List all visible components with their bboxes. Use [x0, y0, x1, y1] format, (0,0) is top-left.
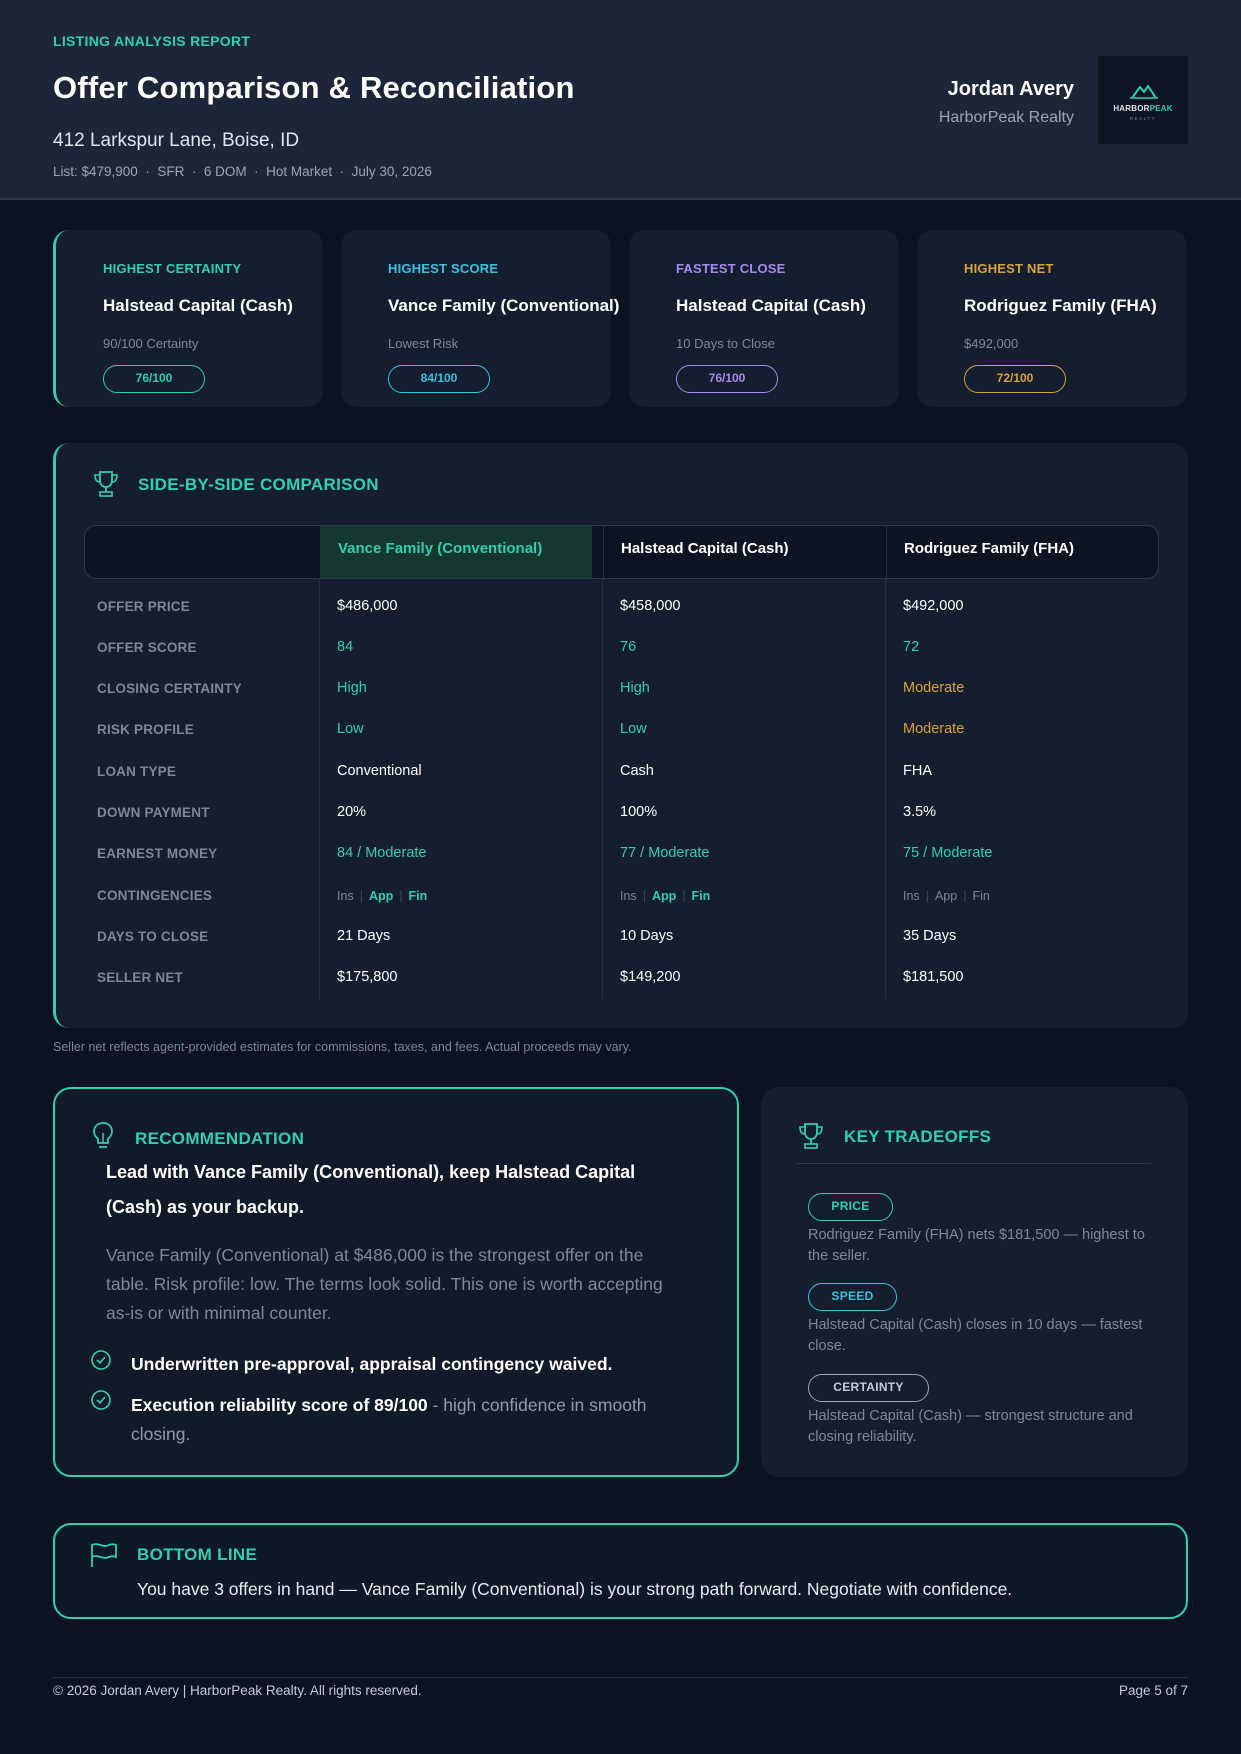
recommendation-title: RECOMMENDATION — [135, 1129, 305, 1148]
tradeoff-text: Rodriguez Family (FHA) nets $181,500 — highest to the seller. — [808, 1227, 1145, 1264]
table-cell: 84 — [337, 639, 354, 655]
card-subtext: Lowest Risk — [388, 336, 459, 351]
row-label-loan-type: LOAN TYPE — [97, 764, 177, 779]
card-subtext: 90/100 Certainty — [103, 336, 199, 351]
tradeoff-tag-speed: SPEED — [808, 1283, 897, 1311]
column-divider — [885, 579, 886, 999]
card-offer-name: Vance Family (Conventional) — [388, 296, 620, 315]
table-cell: Low — [337, 721, 364, 737]
tradeoff-text: Halstead Capital (Cash) — strongest structure and closing reliability. — [808, 1408, 1133, 1445]
column-divider — [886, 526, 887, 579]
tag-ins: Ins — [903, 889, 920, 903]
table-cell: FHA — [903, 763, 932, 779]
column-header-vance: Vance Family (Conventional) — [320, 526, 592, 579]
recommendation-bullet: Underwritten pre-approval, appraisal contingency waived. — [131, 1354, 613, 1374]
card-offer-name: Halstead Capital (Cash) — [103, 296, 293, 315]
score-badge: 76/100 — [103, 365, 205, 393]
table-cell: Conventional — [337, 763, 422, 779]
bottom-line-title: BOTTOM LINE — [137, 1545, 258, 1564]
mountain-icon — [1098, 56, 1188, 144]
tradeoffs-title: KEY TRADEOFFS — [844, 1127, 992, 1146]
card-label: HIGHEST SCORE — [388, 261, 499, 276]
trophy-icon — [92, 469, 120, 499]
score-badge: 76/100 — [676, 365, 778, 393]
row-label-contingencies: CONTINGENCIES — [97, 888, 213, 903]
summary-card-fastest — [629, 230, 899, 407]
recommendation-lead: Lead with Vance Family (Conventional), keep Halstead Capital (Cash) as your backup. — [106, 1162, 636, 1217]
contingency-tags: Ins | App | Fin — [903, 889, 990, 903]
tradeoff-tag-certainty: CERTAINTY — [808, 1374, 929, 1402]
table-cell: High — [620, 680, 650, 696]
card-subtext: 10 Days to Close — [676, 336, 775, 351]
report-eyebrow: LISTING ANALYSIS REPORT — [53, 33, 251, 49]
table-cell: High — [337, 680, 367, 696]
recommendation-panel — [53, 1087, 739, 1477]
agent-company: HarborPeak Realty — [938, 109, 1074, 126]
contingency-tags: Ins | App | Fin — [620, 889, 711, 903]
agent-name: Jordan Avery — [947, 78, 1074, 100]
row-label-offer-price: OFFER PRICE — [97, 599, 190, 614]
table-cell: Moderate — [903, 680, 965, 696]
key-tradeoffs-panel — [761, 1087, 1188, 1477]
table-cell: 75 / Moderate — [903, 845, 993, 861]
brokerage-logo — [1098, 56, 1188, 144]
contingency-tags: Ins | App | Fin — [337, 889, 428, 903]
table-cell: Moderate — [903, 721, 965, 737]
page-title: Offer Comparison & Reconciliation — [53, 70, 575, 105]
column-header-halstead: Halstead Capital (Cash) — [621, 540, 789, 557]
card-label: FASTEST CLOSE — [676, 261, 786, 276]
page-number: Page 5 of 7 — [1118, 1683, 1188, 1698]
table-cell: 35 Days — [903, 928, 957, 944]
row-label-down-payment: DOWN PAYMENT — [97, 805, 210, 820]
tag-app: App — [934, 889, 958, 903]
listing-meta: List: $479,900 · SFR · 6 DOM · Hot Market · July 30, 2026 — [53, 164, 432, 179]
tradeoff-tag-price: PRICE — [808, 1193, 893, 1221]
column-divider — [320, 526, 321, 579]
table-cell: 77 / Moderate — [620, 845, 710, 861]
tag-fin: Fin — [972, 889, 990, 903]
check-circle-icon — [90, 1389, 112, 1411]
table-cell: $149,200 — [620, 969, 681, 985]
card-label: HIGHEST NET — [964, 261, 1054, 276]
table-cell: $181,500 — [903, 969, 964, 985]
recommendation-bullet: Execution reliability score of 89/100 - high confidence in smooth closing. — [131, 1395, 647, 1444]
row-label-risk-profile: RISK PROFILE — [97, 722, 194, 737]
bottom-line-text: You have 3 offers in hand — Vance Family (Conventional) is your strong path forward. Negotiate with confidence. — [137, 1579, 1013, 1599]
card-offer-name: Rodriguez Family (FHA) — [964, 296, 1157, 315]
footer-copyright: © 2026 Jordan Avery | HarborPeak Realty. All rights reserved. — [53, 1683, 422, 1698]
table-cell: $486,000 — [337, 598, 398, 614]
score-badge: 72/100 — [964, 365, 1066, 393]
column-divider — [319, 579, 320, 999]
table-cell: 10 Days — [620, 928, 674, 944]
summary-card-certainty — [53, 230, 323, 407]
tradeoff-text: Halstead Capital (Cash) closes in 10 days — fastest close. — [808, 1317, 1143, 1354]
row-label-earnest-money: EARNEST MONEY — [97, 846, 218, 861]
table-cell: 76 — [620, 639, 637, 655]
table-cell: 21 Days — [337, 928, 391, 944]
column-header-rodriguez: Rodriguez Family (FHA) — [904, 540, 1075, 557]
property-address: 412 Larkspur Lane, Boise, ID — [53, 130, 300, 151]
seller-net-disclaimer: Seller net reflects agent-provided estimates for commissions, taxes, and fees. Actual proceeds may vary. — [53, 1040, 632, 1054]
summary-card-score — [341, 230, 620, 407]
card-label: HIGHEST CERTAINTY — [103, 261, 242, 276]
table-cell: 20% — [337, 804, 367, 820]
table-cell: 3.5% — [903, 804, 937, 820]
recommendation-body: Vance Family (Conventional) at $486,000 is the strongest offer on the table. Risk profile: low. The terms look solid. This one is worth accepting as-is or with minimal counter. — [106, 1245, 663, 1323]
tag-app: App — [651, 889, 677, 903]
tag-ins: Ins — [337, 889, 354, 903]
table-cell: Low — [620, 721, 647, 737]
table-cell: Cash — [620, 763, 654, 779]
report-header — [0, 0, 1241, 200]
card-subtext: $492,000 — [964, 336, 1019, 351]
table-cell: 72 — [903, 639, 920, 655]
table-cell: $492,000 — [903, 598, 964, 614]
tag-app: App — [368, 889, 394, 903]
tag-ins: Ins — [620, 889, 637, 903]
check-circle-icon — [90, 1349, 112, 1371]
table-cell: $458,000 — [620, 598, 681, 614]
logo-subtext: REALTY — [1129, 116, 1157, 121]
row-label-offer-score: OFFER SCORE — [97, 640, 197, 655]
row-label-seller-net: SELLER NET — [97, 970, 184, 985]
tag-fin: Fin — [691, 889, 711, 903]
bottom-line-panel — [53, 1523, 1188, 1619]
row-label-days-to-close: DAYS TO CLOSE — [97, 929, 209, 944]
column-divider — [603, 526, 604, 579]
flag-icon — [89, 1541, 119, 1569]
table-header — [84, 525, 1159, 579]
logo-wordmark: HARBORPEAK — [1113, 104, 1173, 113]
column-divider — [602, 579, 603, 999]
row-label-closing-certainty: CLOSING CERTAINTY — [97, 681, 242, 696]
card-offer-name: Halstead Capital (Cash) — [676, 296, 866, 315]
footer-divider — [53, 1677, 1188, 1678]
table-cell: $175,800 — [337, 969, 398, 985]
lightbulb-icon — [91, 1121, 115, 1153]
table-cell: 100% — [620, 804, 658, 820]
score-badge: 84/100 — [388, 365, 490, 393]
table-cell: 84 / Moderate — [337, 845, 427, 861]
comparison-title: SIDE-BY-SIDE COMPARISON — [138, 475, 379, 494]
divider — [797, 1163, 1151, 1164]
trophy-icon — [797, 1121, 825, 1151]
summary-card-net — [917, 230, 1187, 407]
tag-fin: Fin — [408, 889, 428, 903]
comparison-panel — [53, 443, 1188, 1028]
